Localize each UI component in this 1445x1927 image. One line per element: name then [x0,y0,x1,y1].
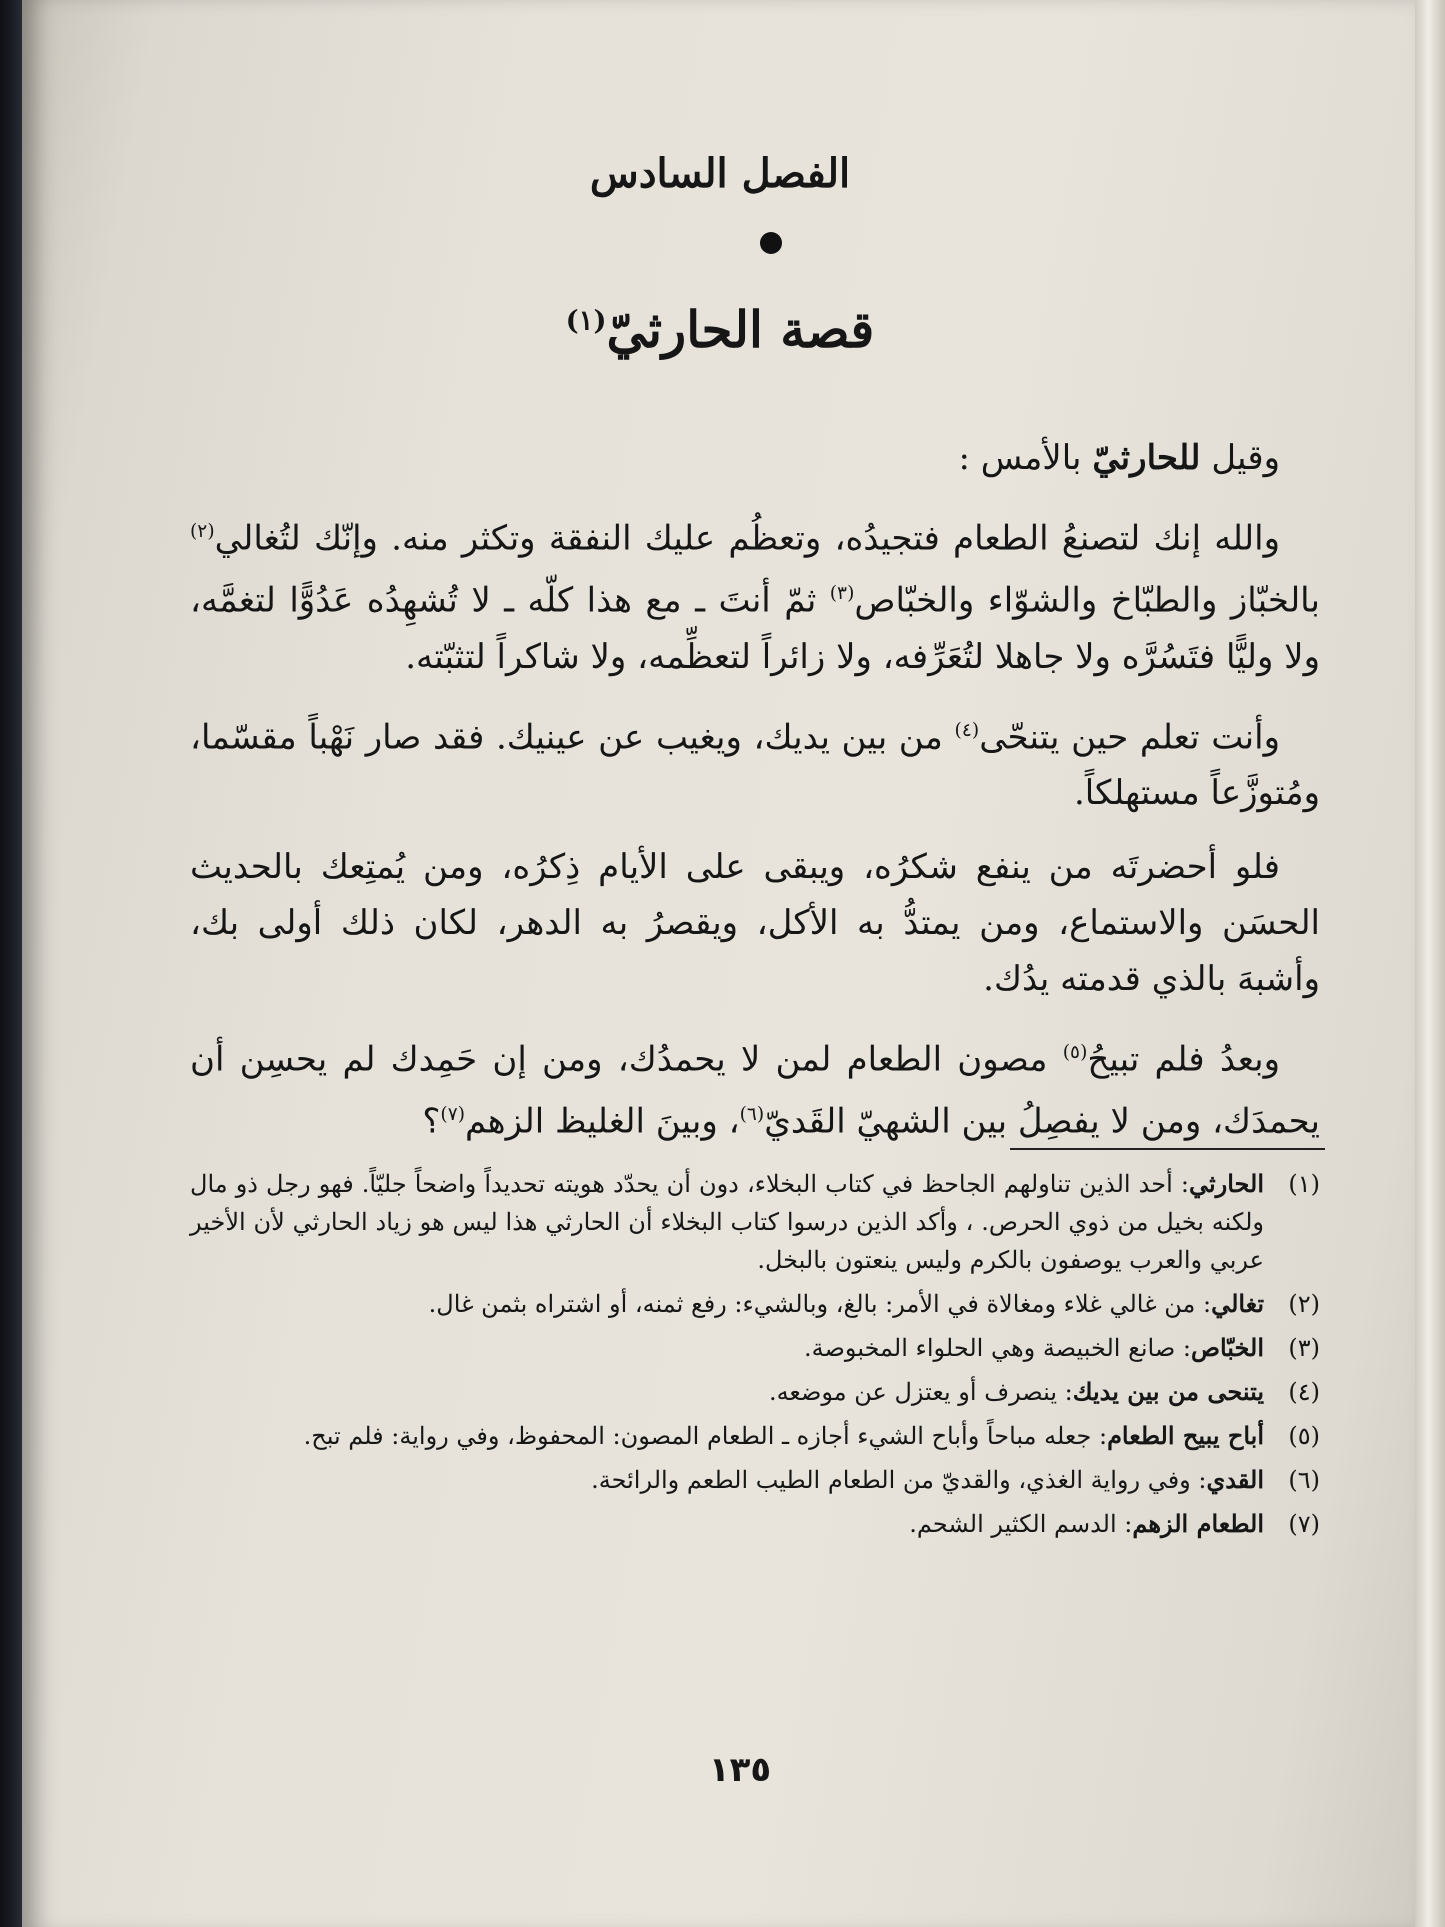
footnote-term: أباح يبيح الطعام [1107,1421,1264,1450]
paragraph [190,703,1320,821]
footnote-number: (٦) [1288,1466,1320,1494]
page-number: ١٣٥ [708,1750,772,1790]
paragraph [190,1025,1320,1150]
footnote-text: : جعله مباحاً وأباح الشيء أجازه ـ الطعام المصون: المحفوظ، وفي رواية: فلم تبح. [303,1422,1108,1450]
footnote-ref: (٧) [440,1104,466,1126]
footnote-ref: (٦) [739,1104,765,1126]
footnote-text: : أحد الذين تناولهم الجاحظ في كتاب البخلاء، دون أن يحدّد هويته تحديداً واضحاً جليّاً. فهو رجل ذو مال ولكنه بخيل من ذوي الحرص. ، وأكد الذين درسوا كتاب البخلاء أن الحارثي هذا ليس هو زياد الحارثي لأن الأخير عربي والعرب يوصفون بالكرم وليس ينعتون بالبخل. [190,1170,1264,1274]
footnote-term: الطعام الزهم [1132,1509,1264,1538]
body-text [190,430,1320,1168]
footnote [190,1329,1320,1367]
footnote-ref: (٥) [1062,1041,1088,1063]
paragraph-segment: والله إنك لتصنعُ الطعام فتجيدُه، وتعظُم عليك النفقة وتكثر منه. وإنّك لتُغالي [214,518,1280,559]
paragraph-segment: ، وبينَ الغليظ الزهم [465,1101,740,1142]
section-title-note: (١) [565,304,607,337]
footnote-number: (٤) [1288,1378,1320,1406]
footnote-ref: (٤) [954,719,980,741]
section-title [470,300,970,359]
footnote-body [190,1417,1264,1455]
footnote-body [190,1461,1264,1499]
paragraph-segment: ثمّ أنتَ ـ مع هذا كلّه ـ لا تُشهِدُه عَدُوًّا لتغمَّه، ولا وليًّا فتَسُرَّه ولا جاهلا لتُعَرِّفه، ولا زائراً لتعظِّمه، ولا شاكراً لتثبّته. [190,580,1320,677]
footnote-ref: (٢) [190,521,215,542]
paragraph [190,504,1320,685]
paragraph-segment: من بين يديك، ويغيب عن عينيك. فقد صار نَهْباً مقسّما، ومُتوزَّعاً مستهلكاً. [190,716,1320,813]
footnote-term: تغالي [1211,1289,1264,1318]
ornament-dot [760,232,782,254]
footnote-text: : وفي رواية الغذي، والقديّ من الطعام الطيب الطعم والرائحة. [591,1466,1207,1494]
footnote-text: : صانع الخبيصة وهي الحلواء المخبوصة. [804,1334,1191,1362]
chapter-heading: الفصل السادس [589,150,851,197]
footnote-divider [1010,1148,1325,1150]
footnote [190,1417,1320,1455]
footnote-text: : الدسم الكثير الشحم. [909,1510,1133,1538]
footnote [190,1373,1320,1411]
footnote-text: : من غالي غلاء ومغالاة في الأمر: بالغ، وبالشيء: رفع ثمنه، أو اشتراه بثمن غال. [428,1290,1212,1318]
footnote-text: : ينصرف أو يعتزل عن موضعه. [768,1378,1073,1406]
footnote-term: يتنحى من بين يديك [1072,1377,1264,1406]
footnote-ref: (٣) [829,583,855,605]
footnote-term: الخبّاص [1190,1333,1264,1362]
book-spine [0,0,24,1927]
footnote-body [190,1373,1264,1411]
footnote-body [190,1329,1264,1367]
intro-name: للحارثيّ [1092,438,1201,478]
footnote-number: (٣) [1288,1334,1320,1362]
paragraph-segment: فلو أحضرتَه من ينفع شكرُه، ويبقى على الأيام ذِكرُه، ومن يُمتِعك بالحديث الحسَن والاستماع، ومن يمتدُّ به الأكل، ويقصرُ به الدهر، لكان ذلك أولى بك، وأشبهَ بالذي قدمته يدُك. [190,846,1320,999]
footnote-term: القدي [1206,1465,1264,1494]
footnote [190,1165,1320,1279]
section-title-text: قصة الحارثيّ [606,300,875,359]
footnotes [190,1165,1320,1549]
footnote [190,1505,1320,1543]
paragraph-segment: وأنت تعلم حين يتنحّى [979,716,1280,757]
paragraph-segment: ؟ [422,1101,441,1142]
paragraph-segment: وبعدُ فلم تبيحُ [1087,1039,1281,1080]
footnote [190,1285,1320,1323]
footnote-number: (٥) [1288,1422,1320,1450]
intro-line [190,430,1320,486]
footnote-number: (١) [1288,1170,1320,1198]
paragraph-segment: بالخبّاز والطبّاخ والشوّاء والخبّاص [854,580,1321,621]
paragraph [190,839,1320,1007]
footnote-body [190,1285,1264,1323]
intro-rest: بالأمس : [958,438,1082,478]
footnote-term: الحارثي [1188,1169,1264,1198]
footnote [190,1461,1320,1499]
footnote-body [190,1165,1264,1279]
page-edge [1415,0,1445,1927]
footnote-number: (٢) [1288,1290,1320,1318]
footnote-body [190,1505,1264,1543]
paragraph-segment: مصون الطعام لمن لا يحمدُك، ومن إن حَمِدك لم يحسِن أن يحمدَك، ومن لا يفصِلُ بين الشهيّ القَديّ [190,1039,1320,1142]
intro-prefix: وقيل [1211,438,1280,478]
footnote-number: (٧) [1288,1510,1320,1538]
